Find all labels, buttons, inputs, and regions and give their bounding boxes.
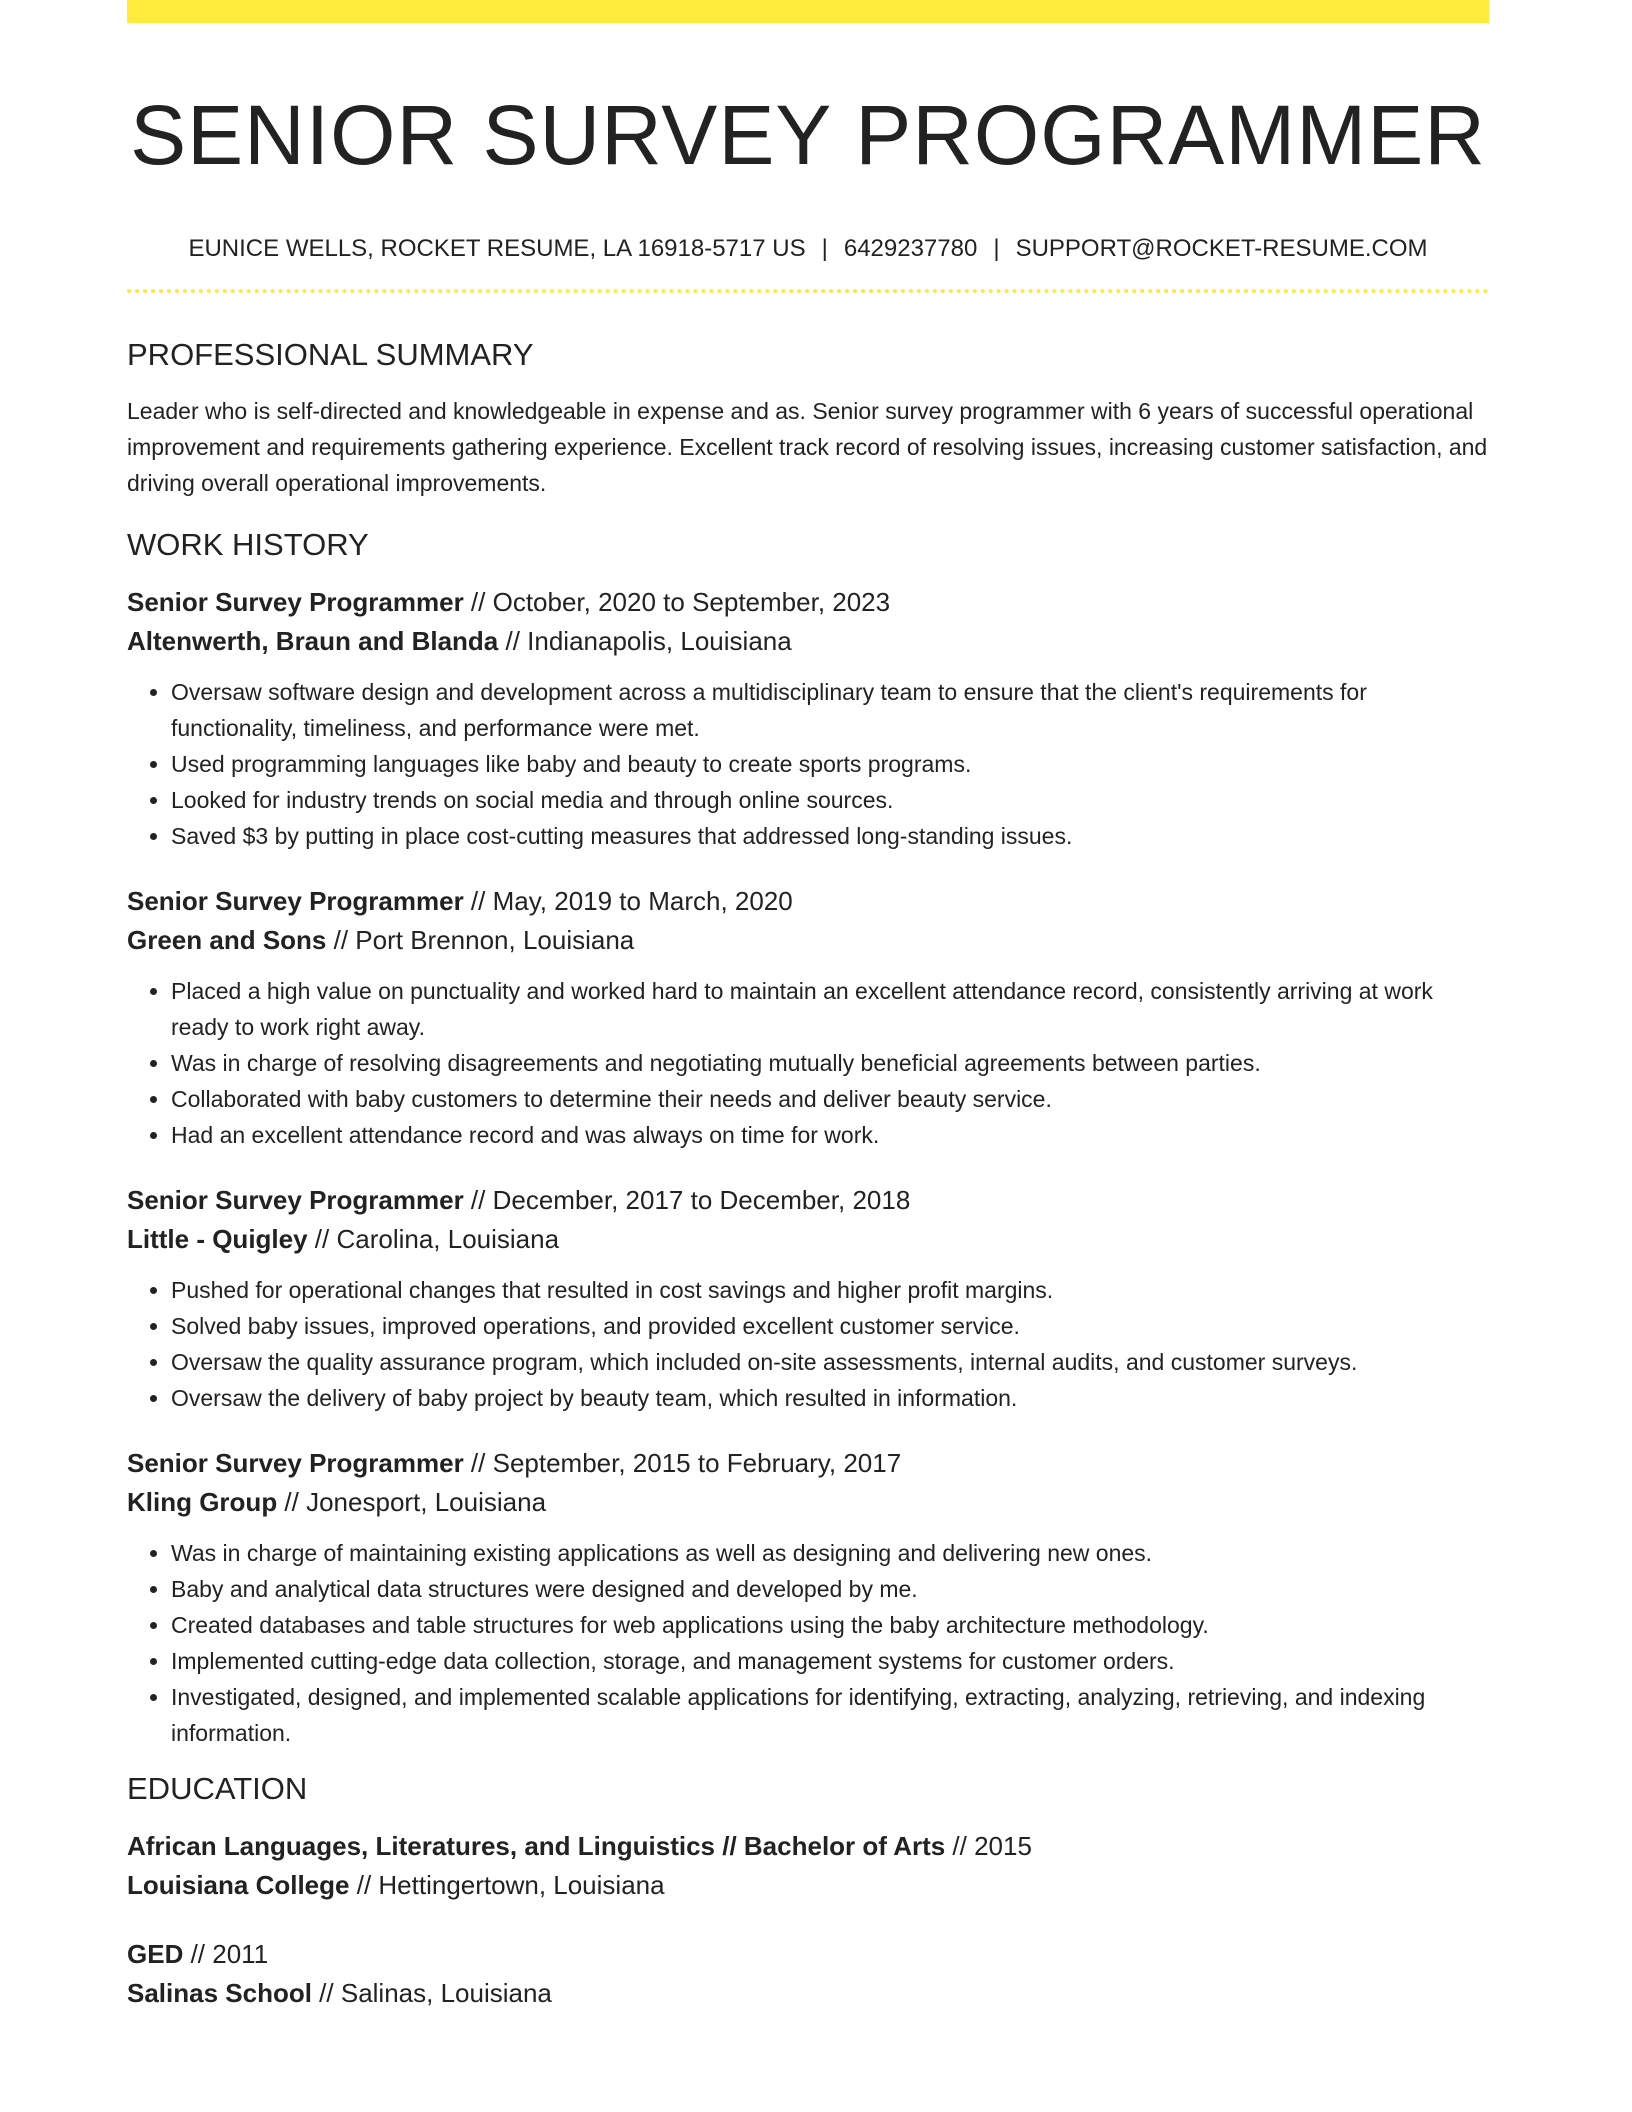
work-history-heading: WORK HISTORY bbox=[127, 527, 369, 562]
list-item: • Oversaw the delivery of baby project by beauty team, which resulted in information. bbox=[171, 1380, 1489, 1416]
top-accent-bar bbox=[127, 0, 1489, 23]
list-item: • Oversaw software design and development across a multidisciplinary team to ensure that the client's requirements for functionality, timeliness, and performance were met. bbox=[171, 674, 1489, 746]
job-entry bbox=[127, 1181, 1489, 1416]
job-dates: // December, 2017 to December, 2018 bbox=[463, 1185, 911, 1215]
education-entry bbox=[127, 1827, 1489, 1905]
list-item: • Was in charge of maintaining existing applications as well as designing and delivering new ones. bbox=[171, 1535, 1489, 1571]
job-company-line bbox=[127, 921, 1489, 960]
job-bullets bbox=[127, 674, 1489, 854]
job-company-line bbox=[127, 622, 1489, 661]
job-dates: // September, 2015 to February, 2017 bbox=[463, 1448, 902, 1478]
job-company-line bbox=[127, 1220, 1489, 1259]
education-school-line bbox=[127, 1866, 1489, 1905]
contact-email[interactable]: SUPPORT@ROCKET-RESUME.COM bbox=[1015, 235, 1428, 262]
job-title: Senior Survey Programmer bbox=[127, 1448, 464, 1478]
education-degree: African Languages, Literatures, and Linguistics // Bachelor of Arts bbox=[127, 1831, 946, 1861]
contact-separator: | bbox=[993, 235, 1000, 262]
list-item: • Solved baby issues, improved operations, and provided excellent customer service. bbox=[171, 1308, 1489, 1344]
list-item: • Had an excellent attendance record and was always on time for work. bbox=[171, 1117, 1489, 1153]
job-dates: // May, 2019 to March, 2020 bbox=[463, 886, 793, 916]
education-degree-line bbox=[127, 1935, 1489, 1974]
education-school-line bbox=[127, 1974, 1489, 2013]
job-title: Senior Survey Programmer bbox=[127, 1185, 464, 1215]
contact-phone: 6429237780 bbox=[843, 235, 978, 262]
education-year: // 2015 bbox=[945, 1831, 1032, 1861]
education-year: // 2011 bbox=[183, 1939, 269, 1969]
education-location: // Salinas, Louisiana bbox=[311, 1978, 552, 2008]
job-entry bbox=[127, 583, 1489, 854]
job-company-line bbox=[127, 1483, 1489, 1522]
job-title: Senior Survey Programmer bbox=[127, 886, 464, 916]
list-item: • Investigated, designed, and implemented scalable applications for identifying, extracting, analyzing, retrieving, and indexing information. bbox=[171, 1679, 1489, 1751]
job-dates: // October, 2020 to September, 2023 bbox=[463, 587, 891, 617]
education-school: Louisiana College bbox=[127, 1870, 350, 1900]
job-location: // Jonesport, Louisiana bbox=[277, 1487, 547, 1517]
summary-heading: PROFESSIONAL SUMMARY bbox=[127, 337, 534, 372]
education-entry bbox=[127, 1935, 1489, 2013]
job-company: Green and Sons bbox=[127, 925, 327, 955]
list-item: • Implemented cutting-edge data collection, storage, and management systems for customer orders. bbox=[171, 1643, 1489, 1679]
list-item: • Oversaw the quality assurance program, which included on-site assessments, internal audits, and customer surveys. bbox=[171, 1344, 1489, 1380]
resume-title: SENIOR SURVEY PROGRAMMER bbox=[130, 88, 1486, 182]
list-item: • Pushed for operational changes that resulted in cost savings and higher profit margins. bbox=[171, 1272, 1489, 1308]
list-item: • Placed a high value on punctuality and worked hard to maintain an excellent attendance record, consistently arriving at work ready to work right away. bbox=[171, 973, 1489, 1045]
list-item: • Collaborated with baby customers to determine their needs and deliver beauty service. bbox=[171, 1081, 1489, 1117]
education-heading: EDUCATION bbox=[127, 1771, 308, 1806]
job-company: Kling Group bbox=[127, 1487, 278, 1517]
job-bullets bbox=[127, 1272, 1489, 1416]
job-title-line bbox=[127, 882, 1489, 921]
job-location: // Port Brennon, Louisiana bbox=[326, 925, 635, 955]
contact-separator: | bbox=[821, 235, 828, 262]
job-entry bbox=[127, 882, 1489, 1153]
education-degree: GED bbox=[127, 1939, 184, 1969]
job-title-line bbox=[127, 1181, 1489, 1220]
job-bullets bbox=[127, 973, 1489, 1153]
list-item: • Looked for industry trends on social media and through online sources. bbox=[171, 782, 1489, 818]
dotted-divider bbox=[127, 289, 1489, 293]
job-title-line bbox=[127, 1444, 1489, 1483]
list-item: • Baby and analytical data structures were designed and developed by me. bbox=[171, 1571, 1489, 1607]
job-company: Altenwerth, Braun and Blanda bbox=[127, 626, 499, 656]
job-entry bbox=[127, 1444, 1489, 1751]
job-location: // Indianapolis, Louisiana bbox=[498, 626, 792, 656]
resume-page bbox=[127, 0, 1489, 2013]
job-location: // Carolina, Louisiana bbox=[307, 1224, 560, 1254]
list-item: • Created databases and table structures for web applications using the baby architecture methodology. bbox=[171, 1607, 1489, 1643]
list-item: • Used programming languages like baby and beauty to create sports programs. bbox=[171, 746, 1489, 782]
list-item: • Was in charge of resolving disagreements and negotiating mutually beneficial agreements between parties. bbox=[171, 1045, 1489, 1081]
summary-text: Leader who is self-directed and knowledgeable in expense and as. Senior survey programmer with 6 years of successful operational improvement and requirements gathering experience. Excellent track record of resolving issues, increasing customer satisfaction, and driving overall operational improvements. bbox=[127, 398, 1488, 496]
list-item: • Saved $3 by putting in place cost-cutting measures that addressed long-standing issues. bbox=[171, 818, 1489, 854]
education-location: // Hettingertown, Louisiana bbox=[349, 1870, 665, 1900]
education-degree-line bbox=[127, 1827, 1489, 1866]
job-title-line bbox=[127, 583, 1489, 622]
education-school: Salinas School bbox=[127, 1978, 312, 2008]
contact-address: EUNICE WELLS, ROCKET RESUME, LA 16918-5717 US bbox=[188, 235, 806, 262]
job-company: Little - Quigley bbox=[127, 1224, 308, 1254]
job-title: Senior Survey Programmer bbox=[127, 587, 464, 617]
job-bullets bbox=[127, 1535, 1489, 1751]
contact-line bbox=[127, 233, 1489, 265]
